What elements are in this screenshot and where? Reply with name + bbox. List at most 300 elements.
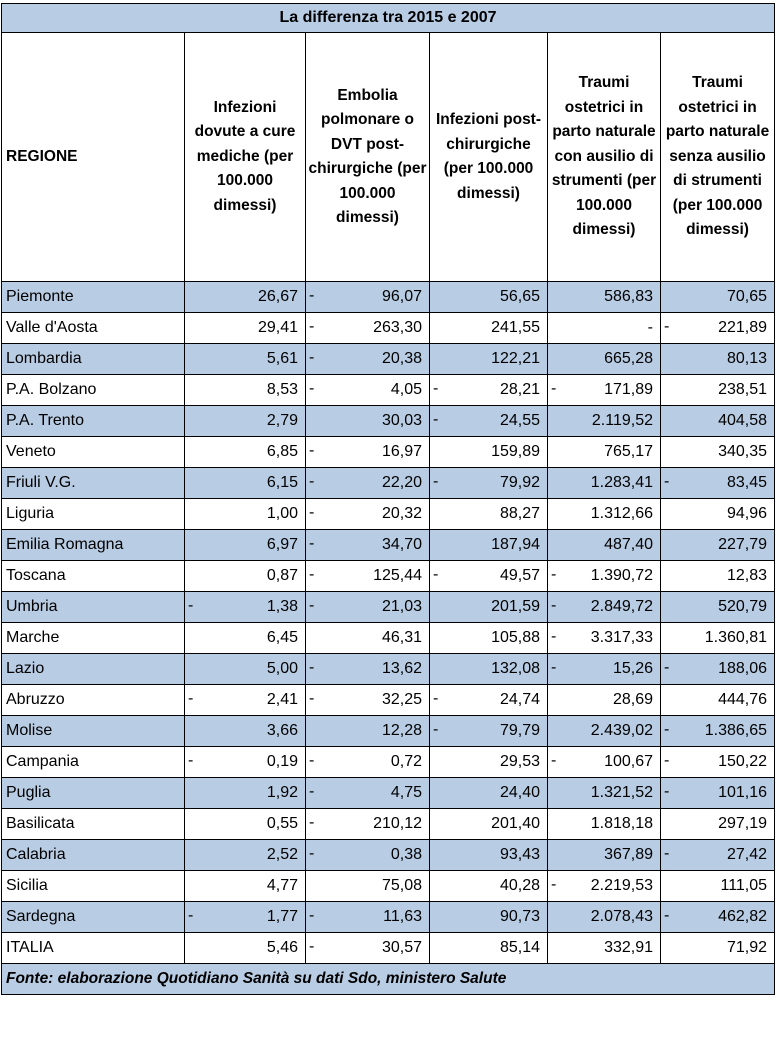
negative-sign: - (188, 596, 194, 614)
negative-sign: - (188, 689, 194, 707)
negative-sign: - (309, 286, 315, 304)
cell-value: 404,58 (718, 412, 768, 429)
value-cell (306, 282, 430, 313)
table-row (2, 809, 775, 840)
negative-sign: - (664, 751, 670, 769)
table-row (2, 871, 775, 902)
cell-value: 100,67 (604, 753, 653, 770)
value-cell (661, 654, 775, 685)
value-cell (185, 840, 306, 871)
cell-value: 22,20 (381, 474, 422, 491)
cell-value: 2.439,02 (590, 722, 653, 739)
cell-value: 0,72 (390, 753, 422, 770)
cell-value: 132,08 (491, 660, 540, 677)
table-row (2, 499, 775, 530)
cell-value: 4,75 (390, 784, 422, 801)
negative-sign: - (551, 379, 557, 397)
cell-value: 2,41 (266, 691, 298, 708)
value-cell (548, 654, 661, 685)
column-header-infezioni-cure: Infezioni dovute a cure mediche (per 100.000 dimessi) (185, 33, 306, 282)
negative-sign: - (309, 348, 315, 366)
cell-value: 46,31 (381, 629, 422, 646)
region-name: ITALIA (2, 933, 185, 964)
column-header-traumi-con-strumenti: Traumi ostetrici in parto naturale con ausilio di strumenti (per 100.000 dimessi) (548, 33, 661, 282)
cell-value: 27,42 (727, 846, 768, 863)
cell-value: 221,89 (718, 319, 768, 336)
cell-value: 70,65 (727, 288, 768, 305)
value-cell (661, 313, 775, 344)
table-row (2, 778, 775, 809)
value-cell (306, 499, 430, 530)
negative-sign: - (664, 658, 670, 676)
value-cell (185, 623, 306, 654)
cell-value: 30,57 (381, 939, 422, 956)
value-cell (548, 871, 661, 902)
value-cell (185, 933, 306, 964)
cell-value: 75,08 (381, 877, 422, 894)
value-cell (661, 468, 775, 499)
table-title: La differenza tra 2015 e 2007 (2, 4, 775, 33)
table-row (2, 747, 775, 778)
cell-value: 171,89 (604, 381, 653, 398)
negative-sign: - (551, 596, 557, 614)
region-name: Marche (2, 623, 185, 654)
value-cell (661, 840, 775, 871)
cell-value: 227,79 (718, 536, 768, 553)
cell-value: 5,61 (266, 350, 298, 367)
cell-value: 6,97 (266, 536, 298, 553)
cell-value: 49,57 (499, 567, 540, 584)
negative-sign: - (551, 751, 557, 769)
negative-sign: - (433, 410, 439, 428)
value-cell (430, 716, 548, 747)
value-cell (548, 406, 661, 437)
table-row (2, 716, 775, 747)
cell-value: 1,77 (266, 908, 298, 925)
cell-value: 13,62 (381, 660, 422, 677)
table-row (2, 313, 775, 344)
value-cell (548, 716, 661, 747)
table-row (2, 437, 775, 468)
cell-value: 79,92 (499, 474, 540, 491)
negative-sign: - (433, 720, 439, 738)
cell-value: 1.360,81 (704, 629, 768, 646)
value-cell (548, 499, 661, 530)
cell-value: 94,96 (727, 505, 768, 522)
cell-value: 4,05 (390, 381, 422, 398)
region-name: Campania (2, 747, 185, 778)
value-cell (661, 716, 775, 747)
value-cell (548, 530, 661, 561)
value-cell (548, 561, 661, 592)
region-name: P.A. Trento (2, 406, 185, 437)
value-cell (661, 623, 775, 654)
negative-sign: - (309, 689, 315, 707)
cell-value: 24,74 (499, 691, 540, 708)
value-cell (661, 344, 775, 375)
value-cell (661, 406, 775, 437)
cell-value: 8,53 (266, 381, 298, 398)
value-cell (548, 437, 661, 468)
source-row (2, 964, 775, 995)
cell-value: 765,17 (604, 443, 653, 460)
negative-sign: - (664, 906, 670, 924)
value-cell (661, 747, 775, 778)
cell-value: 201,59 (491, 598, 540, 615)
table-row (2, 406, 775, 437)
value-cell (306, 840, 430, 871)
table-body (2, 282, 775, 964)
value-cell (185, 282, 306, 313)
value-cell (306, 406, 430, 437)
cell-value: 29,53 (499, 753, 540, 770)
cell-value: 24,40 (499, 784, 540, 801)
value-cell (661, 902, 775, 933)
negative-sign: - (433, 565, 439, 583)
value-cell (548, 685, 661, 716)
negative-sign: - (309, 317, 315, 335)
value-cell (548, 313, 661, 344)
title-row (2, 4, 775, 33)
value-cell (548, 809, 661, 840)
value-cell (185, 716, 306, 747)
cell-value: 1.390,72 (590, 567, 653, 584)
cell-value: 263,30 (373, 319, 422, 336)
cell-value: 85,14 (499, 939, 540, 956)
value-cell (185, 778, 306, 809)
value-cell (306, 375, 430, 406)
value-cell (430, 344, 548, 375)
cell-value: 11,63 (383, 908, 422, 925)
value-cell (430, 468, 548, 499)
negative-sign: - (551, 627, 557, 645)
negative-sign: - (309, 441, 315, 459)
table-row (2, 344, 775, 375)
value-cell (306, 778, 430, 809)
cell-value: 2.078,43 (590, 908, 653, 925)
region-name: Puglia (2, 778, 185, 809)
cell-value: 2.119,52 (591, 412, 653, 429)
negative-sign: - (309, 658, 315, 676)
negative-sign: - (309, 782, 315, 800)
cell-value: 96,07 (381, 288, 422, 305)
cell-value: 125,44 (373, 567, 422, 584)
cell-value: 15,26 (612, 660, 653, 677)
table-row (2, 902, 775, 933)
negative-sign: - (433, 689, 439, 707)
value-cell (430, 406, 548, 437)
negative-sign: - (664, 782, 670, 800)
value-cell (185, 344, 306, 375)
cell-value: 340,35 (718, 443, 768, 460)
region-name: Sardegna (2, 902, 185, 933)
value-cell (430, 499, 548, 530)
cell-value: 6,85 (266, 443, 298, 460)
cell-value: 24,55 (499, 412, 540, 429)
value-cell (185, 437, 306, 468)
value-cell (430, 840, 548, 871)
source-note: Fonte: elaborazione Quotidiano Sanità su dati Sdo, ministero Salute (2, 964, 775, 995)
value-cell (430, 530, 548, 561)
negative-sign: - (309, 503, 315, 521)
table-row (2, 561, 775, 592)
value-cell (306, 468, 430, 499)
value-cell (430, 654, 548, 685)
cell-value: 5,46 (266, 939, 298, 956)
region-name: Basilicata (2, 809, 185, 840)
value-cell (306, 561, 430, 592)
negative-sign: - (188, 906, 194, 924)
value-cell (185, 871, 306, 902)
value-cell (185, 406, 306, 437)
cell-value: 111,05 (720, 877, 768, 894)
value-cell (548, 375, 661, 406)
negative-sign: - (551, 875, 557, 893)
region-name: Piemonte (2, 282, 185, 313)
cell-value: 21,03 (381, 598, 422, 615)
cell-value: 1,92 (266, 784, 298, 801)
negative-sign: - (309, 906, 315, 924)
table-row (2, 654, 775, 685)
value-cell (185, 468, 306, 499)
cell-value: 1.283,41 (590, 474, 653, 491)
value-cell (548, 778, 661, 809)
negative-sign: - (664, 844, 670, 862)
cell-value: - (647, 319, 653, 336)
cell-value: 520,79 (718, 598, 768, 615)
value-cell (430, 375, 548, 406)
value-cell (185, 313, 306, 344)
cell-value: 332,91 (604, 939, 653, 956)
negative-sign: - (309, 534, 315, 552)
value-cell (306, 685, 430, 716)
cell-value: 2,79 (266, 412, 298, 429)
negative-sign: - (551, 565, 557, 583)
value-cell (548, 840, 661, 871)
region-name: Abruzzo (2, 685, 185, 716)
table-row (2, 933, 775, 964)
region-name: Toscana (2, 561, 185, 592)
cell-value: 56,65 (499, 288, 540, 305)
cell-value: 367,89 (604, 846, 653, 863)
value-cell (548, 933, 661, 964)
cell-value: 2,52 (266, 846, 298, 863)
value-cell (185, 592, 306, 623)
cell-value: 210,12 (373, 815, 422, 832)
value-cell (185, 375, 306, 406)
negative-sign: - (309, 472, 315, 490)
table-row (2, 592, 775, 623)
cell-value: 28,21 (499, 381, 540, 398)
negative-sign: - (309, 844, 315, 862)
value-cell (661, 561, 775, 592)
cell-value: 20,32 (381, 505, 422, 522)
region-name: Sicilia (2, 871, 185, 902)
value-cell (185, 499, 306, 530)
negative-sign: - (664, 472, 670, 490)
value-cell (306, 716, 430, 747)
region-name: Friuli V.G. (2, 468, 185, 499)
column-header-infezioni-post-chirurgiche: Infezioni post-chirurgiche (per 100.000 dimessi) (430, 33, 548, 282)
table-row (2, 840, 775, 871)
value-cell (661, 685, 775, 716)
value-cell (306, 902, 430, 933)
value-cell (548, 747, 661, 778)
table-row (2, 623, 775, 654)
regional-difference-table (1, 3, 775, 995)
region-name: Lombardia (2, 344, 185, 375)
cell-value: 80,13 (727, 350, 768, 367)
cell-value: 6,15 (266, 474, 298, 491)
value-cell (430, 809, 548, 840)
cell-value: 487,40 (604, 536, 653, 553)
cell-value: 1.386,65 (704, 722, 768, 739)
negative-sign: - (188, 751, 194, 769)
data-table-container (1, 3, 774, 995)
cell-value: 40,28 (499, 877, 540, 894)
table-row (2, 530, 775, 561)
value-cell (185, 654, 306, 685)
column-header-embolia: Embolia polmonare o DVT post-chirurgiche (per 100.000 dimessi) (306, 33, 430, 282)
cell-value: 122,21 (491, 350, 540, 367)
table-row (2, 375, 775, 406)
cell-value: 3.317,33 (590, 629, 653, 646)
value-cell (306, 592, 430, 623)
value-cell (306, 747, 430, 778)
cell-value: 150,22 (718, 753, 768, 770)
cell-value: 34,70 (381, 536, 422, 553)
cell-value: 28,69 (612, 691, 653, 708)
value-cell (430, 313, 548, 344)
value-cell (306, 654, 430, 685)
region-name: Lazio (2, 654, 185, 685)
cell-value: 101,16 (718, 784, 768, 801)
value-cell (430, 747, 548, 778)
cell-value: 0,38 (390, 846, 422, 863)
table-row (2, 468, 775, 499)
value-cell (306, 809, 430, 840)
cell-value: 188,06 (718, 660, 768, 677)
cell-value: 201,40 (491, 815, 540, 832)
cell-value: 586,83 (604, 288, 653, 305)
cell-value: 0,87 (266, 567, 298, 584)
value-cell (430, 902, 548, 933)
negative-sign: - (433, 472, 439, 490)
cell-value: 79,79 (499, 722, 540, 739)
value-cell (430, 623, 548, 654)
negative-sign: - (664, 720, 670, 738)
cell-value: 159,89 (491, 443, 540, 460)
region-name: Molise (2, 716, 185, 747)
cell-value: 2.219,53 (590, 877, 653, 894)
cell-value: 444,76 (718, 691, 768, 708)
value-cell (661, 499, 775, 530)
region-name: P.A. Bolzano (2, 375, 185, 406)
cell-value: 1,00 (266, 505, 298, 522)
value-cell (306, 313, 430, 344)
value-cell (548, 623, 661, 654)
cell-value: 26,67 (257, 288, 298, 305)
value-cell (661, 375, 775, 406)
cell-value: 1,38 (266, 598, 298, 615)
header-row (2, 33, 775, 282)
cell-value: 6,45 (266, 629, 298, 646)
value-cell (306, 437, 430, 468)
value-cell (306, 933, 430, 964)
negative-sign: - (433, 379, 439, 397)
cell-value: 71,92 (727, 939, 768, 956)
value-cell (430, 592, 548, 623)
cell-value: 93,43 (499, 846, 540, 863)
cell-value: 0,19 (266, 753, 298, 770)
cell-value: 4,77 (266, 877, 298, 894)
negative-sign: - (309, 751, 315, 769)
cell-value: 1.818,18 (590, 815, 653, 832)
value-cell (661, 871, 775, 902)
negative-sign: - (309, 596, 315, 614)
cell-value: 32,25 (381, 691, 422, 708)
value-cell (548, 344, 661, 375)
cell-value: 187,94 (491, 536, 540, 553)
column-header-traumi-senza-strumenti: Traumi ostetrici in parto naturale senza ausilio di strumenti (per 100.000 dimessi) (661, 33, 775, 282)
value-cell (661, 437, 775, 468)
value-cell (185, 685, 306, 716)
cell-value: 90,73 (499, 908, 540, 925)
cell-value: 0,55 (266, 815, 298, 832)
cell-value: 29,41 (257, 319, 298, 336)
cell-value: 105,88 (491, 629, 540, 646)
value-cell (306, 344, 430, 375)
cell-value: 1.321,52 (590, 784, 653, 801)
value-cell (661, 592, 775, 623)
cell-value: 2.849,72 (590, 598, 653, 615)
value-cell (306, 623, 430, 654)
region-name: Emilia Romagna (2, 530, 185, 561)
value-cell (661, 933, 775, 964)
value-cell (430, 871, 548, 902)
cell-value: 30,03 (381, 412, 422, 429)
cell-value: 16,97 (381, 443, 422, 460)
negative-sign: - (664, 317, 670, 335)
value-cell (548, 592, 661, 623)
cell-value: 5,00 (266, 660, 298, 677)
value-cell (548, 902, 661, 933)
cell-value: 462,82 (718, 908, 768, 925)
value-cell (185, 561, 306, 592)
value-cell (430, 778, 548, 809)
value-cell (185, 747, 306, 778)
value-cell (185, 809, 306, 840)
region-name: Calabria (2, 840, 185, 871)
cell-value: 12,28 (381, 722, 422, 739)
cell-value: 88,27 (499, 505, 540, 522)
cell-value: 20,38 (381, 350, 422, 367)
cell-value: 12,83 (727, 567, 768, 584)
value-cell (661, 809, 775, 840)
value-cell (306, 530, 430, 561)
value-cell (430, 282, 548, 313)
cell-value: 238,51 (718, 381, 768, 398)
region-name: Umbria (2, 592, 185, 623)
value-cell (548, 282, 661, 313)
region-name: Liguria (2, 499, 185, 530)
cell-value: 3,66 (266, 722, 298, 739)
region-name: Valle d'Aosta (2, 313, 185, 344)
table-row (2, 282, 775, 313)
negative-sign: - (309, 565, 315, 583)
value-cell (548, 468, 661, 499)
negative-sign: - (309, 937, 315, 955)
